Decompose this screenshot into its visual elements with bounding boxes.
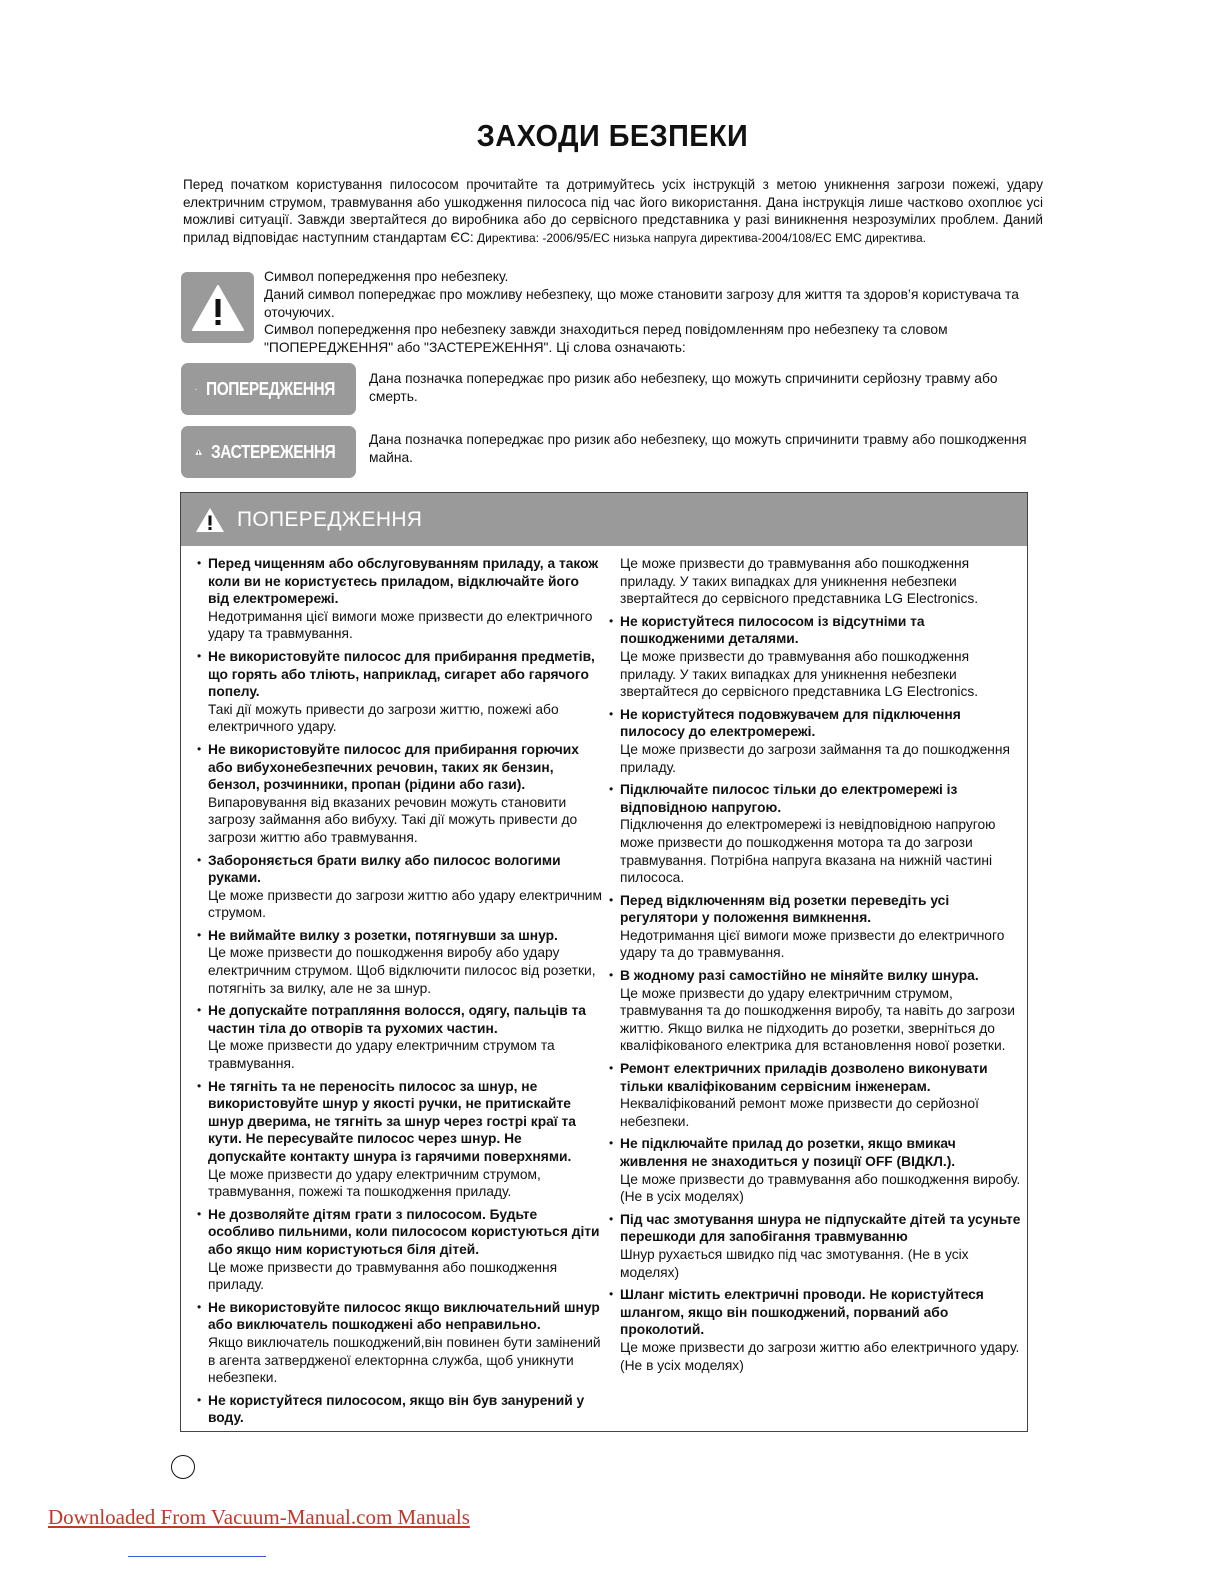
item-heading: Ремонт електричних приладів дозволено виконувати тільки кваліфікованим сервісним інженерам. xyxy=(620,1061,988,1094)
item-heading: Не користуйтеся подовжувачем для підключення пилососу до електромережі. xyxy=(620,706,961,740)
page-title: ЗАХОДИ БЕЗПЕКИ xyxy=(476,118,749,153)
item-text: Це може призвести до травмування або пошкодження виробу.(Не в усіх моделях) xyxy=(620,1171,1021,1205)
symbol-explanation xyxy=(264,268,1044,357)
list-item: • Шланг містить електричні проводи. Не користуйтеся шлангом, якщо він пошкоджений, порваний або проколотий. Це може призвести до загрози життю або електричного удару.(Не в усіх моделях) xyxy=(609,1287,1020,1373)
list-item: • Перед відключенням від розетки переведіть усі регулятори у положення вимкнення. Недотримання цієї вимоги може призвести до електричного удару та до травмування. xyxy=(609,892,1021,962)
item-heading: Не допускайте потрапляння волосся, одягу, пальців та частин тіла до отворів та рухомих частин. xyxy=(208,1003,586,1036)
item-heading: Забороняється брати вилку або пилосос вологими руками. xyxy=(208,852,561,886)
list-item: • Не користуйтеся пилососом із відсутніми та пошкодженими деталями. Це може призвести до травмування або пошкодження приладу. У таких випадках для уникнення небезпеки звертайтеся до сервісного представника LG Electronics. xyxy=(609,613,1021,701)
item-heading: Не використовуйте пилосос для прибирання предметів, що горять або тліють, наприклад, сигарет або гарячого попелу. xyxy=(208,648,595,700)
symbol-line-1: Символ попередження про небезпеку. xyxy=(264,269,509,284)
list-item: • Не дозволяйте дітям грати з пилососом. Будьте особливо пильними, коли пилососом користуються діти або якщо ним користуються біля дітей. Це може призвести до травмування або пошкодження приладу. xyxy=(197,1206,602,1294)
symbol-line-3: Символ попередження про небезпеку завжди знаходиться перед повідомленням про небезпеку та словом "ПОПЕРЕДЖЕННЯ" або "ЗАСТЕРЕЖЕННЯ". Ці слова означають: xyxy=(264,322,948,356)
warning-badge-description: Дана позначка попереджає про ризик або небезпеку, що можуть спричинити серйозну травму або смерть. xyxy=(369,371,998,404)
item-text: Це може призвести до загрози життю або електричного удару.(Не в усіх моделях) xyxy=(620,1339,1020,1373)
item-heading: Перед відключенням від розетки переведіть усі регулятори у положення вимкнення. xyxy=(620,892,950,926)
item-text: Це може призвести до удару електричним струмом, травмування та до пошкодження виробу, та навіть до загрози життю. Якщо вилка не підходить до розетки, зверніться до кваліфікованого електрика для встановлення нової розетки. xyxy=(620,985,1015,1054)
warning-triangle-icon xyxy=(195,507,225,533)
list-item: • Забороняється брати вилку або пилосос вологими руками. Це може призвести до загрози життю або удару електричним струмом. xyxy=(197,852,602,921)
symbol-line-2: Даний символ попереджає про можливу небезпеку, що може становити загрозу для життя та здоров’я користувача та оточуючих. xyxy=(264,286,1019,320)
list-item-continued xyxy=(609,555,1021,608)
warning-panel-title: ПОПЕРЕДЖЕННЯ xyxy=(237,507,423,531)
item-heading: Не користуйтеся пилососом, якщо він був занурений у воду. xyxy=(208,1392,585,1426)
item-text: Це може призвести до удару електричним струмом, травмування, пожежі та пошкодження приладу. xyxy=(208,1166,541,1200)
item-text: Шнур рухається швидко під час змотування. (Не в усіх моделях) xyxy=(620,1246,969,1280)
list-item: • Не тягніть та не переносіть пилосос за шнур, не використовуйте шнур у якості ручки, не притискайте шнур дверима, не тягніть за шнур через гострі краї та кути. Не пересувайте пилосос через шнур. Не допускайте контакту шнура із гарячими поверхнями. Це може призвести до удару електричним струмом, травмування, пожежі та пошкодження приладу. xyxy=(197,1078,602,1201)
item-text: Це може призвести до загрози займання та до пошкодження приладу. xyxy=(620,741,1010,775)
footer-download-link[interactable]: Downloaded From Vacuum-Manual.com Manuals xyxy=(48,1505,470,1529)
warning-badge-label: ПОПЕРЕДЖЕННЯ xyxy=(206,378,336,399)
item-heading: Підключайте пилосос тільки до електромережі із відповідною напругою. xyxy=(620,782,958,815)
item-heading: Не дозволяйте дітям грати з пилососом. Будьте особливо пильними, коли пилососом користуються діти або якщо ним користуються біля дітей. xyxy=(208,1206,600,1257)
item-heading: Не використовуйте пилосос для прибирання горючих або вибухонебезпечних речовин, таких як бензин, бензол, розчинники, пропан (рідини або гази). xyxy=(208,741,579,793)
list-item: • Підключайте пилосос тільки до електромережі із відповідною напругою. Підключення до електромережі із невідповідною напругою може призвести до пошкодження мотора та до загрози травмування. Потрібна напруга вказана на нижній частині пилососа. xyxy=(609,781,1021,887)
item-text: Недотримання цієї вимоги може призвести до електричного удару та травмування. xyxy=(208,608,593,642)
item-text: Підключення до електромережі із невідповідною напругою може призвести до пошкодження мотора та до загрози травмування. Потрібна напруга вказана на нижній частині пилососа. xyxy=(620,817,996,886)
warning-list-right xyxy=(609,555,1021,1379)
item-text: Недотримання цієї вимоги може призвести до електричного удару та до травмування. xyxy=(620,927,1005,961)
item-text: Це може призвести до удару електричним струмом та травмування. xyxy=(208,1038,555,1072)
item-heading: Не використовуйте пилосос якщо виключательний шнур або виключатель пошкоджені або неправильно. xyxy=(208,1299,600,1333)
item-heading: В жодному разі самостійно не міняйте вилку шнура. xyxy=(620,968,979,984)
list-item: • В жодному разі самостійно не міняйте вилку шнура. Це може призвести до удару електричним струмом, травмування та до пошкодження виробу, та навіть до загрози життю. Якщо вилка не підходить до розетки, зверніться до кваліфікованого електрика для встановлення нової розетки. xyxy=(609,967,1021,1055)
item-text: Некваліфікований ремонт може призвести до серйозної небезпеки. xyxy=(620,1096,979,1129)
caution-badge-label: ЗАСТЕРЕЖЕННЯ xyxy=(211,441,336,462)
list-item: • Не допускайте потрапляння волосся, одягу, пальців та частин тіла до отворів та рухомих частин. Це може призвести до удару електричним струмом та травмування. xyxy=(197,1002,602,1072)
item-heading: Перед чищенням або обслуговуванням приладу, а також коли ви не користуєтесь приладом, відключайте його від електромережі. xyxy=(208,556,599,607)
item-text: Такі дії можуть привести до загрози життю, пожежі або електричного удару. xyxy=(208,701,559,735)
warning-triangle-icon xyxy=(195,440,202,464)
list-item: • Ремонт електричних приладів дозволено виконувати тільки кваліфікованим сервісним інженерам. Некваліфікований ремонт може призвести до серйозної небезпеки. xyxy=(609,1060,1021,1130)
item-heading: Не виймайте вилку з розетки, потягнувши за шнур. xyxy=(208,927,558,943)
list-item: • Перед чищенням або обслуговуванням приладу, а також коли ви не користуєтесь приладом, відключайте його від електромережі. Недотримання цієї вимоги може призвести до електричного удару та травмування. xyxy=(197,555,602,643)
page-number-circle xyxy=(171,1455,195,1479)
intro-directive: Директива: -2006/95/ЕС низька напруга директива-2004/108/ЕС ЕМС директива. xyxy=(473,230,926,245)
warning-panel-header xyxy=(181,493,1027,546)
list-item: • Під час змотування шнура не підпускайте дітей та усуньте перешкоди для запобігання травмуванню Шнур рухається швидко під час змотування. (Не в усіх моделях) xyxy=(609,1211,1021,1280)
warning-badge xyxy=(181,363,356,415)
list-item: • Не виймайте вилку з розетки, потягнувши за шнур. Це може призвести до пошкодження виробу або удару електричним струмом. Щоб відключити пилосос від розетки, потягніть за вилку, але не за шнур. xyxy=(197,927,602,997)
item-heading: Не підключайте прилад до розетки, якщо вмикач живлення не знаходиться у позиції OFF (ВІДКЛ.). xyxy=(620,1136,956,1169)
footer-divider xyxy=(128,1556,266,1557)
item-text: Це може призвести до травмування або пошкодження приладу. xyxy=(208,1259,558,1293)
item-text: Це може призвести до пошкодження виробу або удару електричним струмом. Щоб відключити пилосос від розетки, потягніть за вилку, але не за шнур. xyxy=(208,945,596,996)
item-text: Випаровування від вказаних речовин можуть становити загрозу займання або вибуху. Такі дії можуть привести до загрози життю або травмування. xyxy=(208,794,578,845)
item-heading: Шланг містить електричні проводи. Не користуйтеся шлангом, якщо він пошкоджений, порваний або проколотий. xyxy=(620,1287,984,1338)
intro-text: Перед початком користування пилососом прочитайте та дотримуйтесь усіх інструкцій з метою уникнення загрози пожежі, удару електричним струмом, травмування або ушкодження пилососа під час його використання. Дана інструкція лише частково охоплює усі можливі ситуації. Завжди звертайтеся до виробника або до сервісного представника у разі виникнення незрозумілих проблем. Даний прилад відповідає наступним стандартам ЄС: xyxy=(183,177,1043,245)
item-heading: Під час змотування шнура не підпускайте дітей та усуньте перешкоди для запобігання травмуванню xyxy=(620,1211,1021,1245)
list-item: • Не використовуйте пилосос для прибирання горючих або вибухонебезпечних речовин, таких як бензин, бензол, розчинники, пропан (рідини або гази). Випаровування від вказаних речовин можуть становити загрозу займання або вибуху. Такі дії можуть привести до загрози життю або травмування. xyxy=(197,741,602,847)
list-item: • Не користуйтеся подовжувачем для підключення пилососу до електромережі. Це може призвести до загрози займання та до пошкодження приладу. xyxy=(609,706,1021,776)
item-text: Якщо виключатель пошкоджений,він повинен бути замінений в агента затвердженої електорнна служба, щоб уникнути небезпеки. xyxy=(208,1334,601,1386)
caution-badge-description: Дана позначка попереджає про ризик або небезпеку, що можуть спричинити травму або пошкодження майна. xyxy=(369,432,1027,465)
intro-paragraph xyxy=(183,176,1043,247)
item-text: Це може призвести до травмування або пошкодження приладу. У таких випадках для уникнення небезпеки звертайтеся до сервісного представника LG Electronics. xyxy=(620,648,979,700)
caution-badge xyxy=(181,426,356,478)
warning-panel xyxy=(180,492,1028,1432)
warning-triangle-icon xyxy=(195,377,197,401)
item-heading: Не користуйтеся пилососом із відсутніми та пошкодженими деталями. xyxy=(620,613,925,647)
item-text: Це може призвести до травмування або пошкодження приладу. У таких випадках для уникнення небезпеки звертайтеся до сервісного представника LG Electronics. xyxy=(620,556,979,607)
item-text: Це може призвести до загрози життю або удару електричним струмом. xyxy=(208,887,602,921)
warning-list-left xyxy=(197,555,602,1432)
warning-triangle-icon xyxy=(191,283,245,333)
warning-symbol-box xyxy=(181,272,254,343)
item-heading: Не тягніть та не переносіть пилосос за шнур, не використовуйте шнур у якості ручки, не притискайте шнур дверима, не тягніть за шнур через гострі краї та кути. Не пересувайте пилосос через шнур. Не допускайте контакту шнура із гарячими поверхнями. xyxy=(208,1078,576,1164)
list-item: • Не підключайте прилад до розетки, якщо вмикач живлення не знаходиться у позиції OFF (ВІДКЛ.). Це може призвести до травмування або пошкодження виробу.(Не в усіх моделях) xyxy=(609,1136,1021,1205)
list-item: • Не використовуйте пилосос для прибирання предметів, що горять або тліють, наприклад, сигарет або гарячого попелу. Такі дії можуть привести до загрози життю, пожежі або електричного удару. xyxy=(197,648,602,736)
list-item: • Не використовуйте пилосос якщо виключательний шнур або виключатель пошкоджені або неправильно. Якщо виключатель пошкоджений,він повинен бути замінений в агента затвердженої електорнна служба, щоб уникнути небезпеки. xyxy=(197,1299,601,1386)
list-item: • Не користуйтеся пилососом, якщо він був занурений у воду. xyxy=(197,1392,602,1427)
